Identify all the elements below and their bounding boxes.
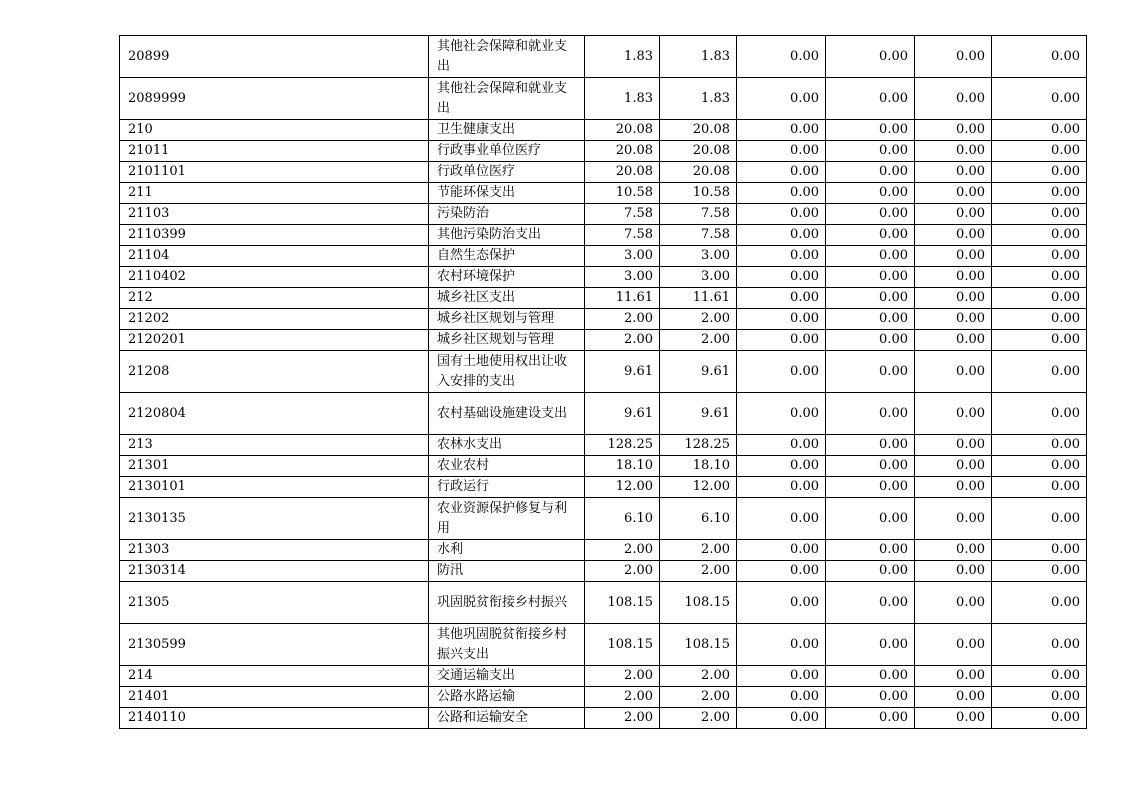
cell-amount-project: 0.00	[737, 456, 826, 477]
cell-amount-col-6: 0.00	[992, 141, 1087, 162]
cell-amount-project: 0.00	[737, 561, 826, 582]
table-row	[120, 120, 1087, 141]
cell-amount-col-5: 0.00	[915, 435, 992, 456]
cell-subject-name: 农林水支出	[429, 435, 585, 456]
cell-amount-col-5: 0.00	[915, 162, 992, 183]
cell-amount-col-4: 0.00	[826, 267, 915, 288]
cell-amount-col-4: 0.00	[826, 498, 915, 540]
cell-amount-project: 0.00	[737, 267, 826, 288]
cell-amount-col-4: 0.00	[826, 624, 915, 666]
cell-amount-col-4: 0.00	[826, 288, 915, 309]
cell-amount-col-5: 0.00	[915, 666, 992, 687]
cell-amount-project: 0.00	[737, 120, 826, 141]
cell-subject-name: 公路水路运输	[429, 687, 585, 708]
cell-amount-project: 0.00	[737, 78, 826, 120]
cell-amount-basic: 3.00	[660, 267, 737, 288]
cell-amount-col-6: 0.00	[992, 708, 1087, 729]
cell-amount-col-6: 0.00	[992, 36, 1087, 78]
cell-amount-col-5: 0.00	[915, 687, 992, 708]
cell-amount-col-6: 0.00	[992, 393, 1087, 435]
cell-amount-col-5: 0.00	[915, 582, 992, 624]
cell-subject-name: 城乡社区规划与管理	[429, 309, 585, 330]
cell-subject-name: 卫生健康支出	[429, 120, 585, 141]
cell-amount-total: 108.15	[585, 582, 660, 624]
cell-amount-project: 0.00	[737, 351, 826, 393]
table-row	[120, 246, 1087, 267]
cell-amount-col-4: 0.00	[826, 36, 915, 78]
cell-subject-code: 21305	[120, 582, 429, 624]
cell-amount-basic: 20.08	[660, 120, 737, 141]
cell-subject-code: 214	[120, 666, 429, 687]
cell-subject-name: 行政运行	[429, 477, 585, 498]
cell-amount-basic: 18.10	[660, 456, 737, 477]
cell-amount-col-4: 0.00	[826, 666, 915, 687]
cell-amount-col-5: 0.00	[915, 540, 992, 561]
cell-subject-code: 21401	[120, 687, 429, 708]
cell-amount-col-4: 0.00	[826, 183, 915, 204]
cell-amount-col-6: 0.00	[992, 435, 1087, 456]
cell-amount-basic: 7.58	[660, 204, 737, 225]
table-body	[120, 36, 1087, 729]
cell-subject-name: 其他污染防治支出	[429, 225, 585, 246]
cell-amount-col-6: 0.00	[992, 666, 1087, 687]
cell-amount-project: 0.00	[737, 687, 826, 708]
cell-amount-total: 1.83	[585, 36, 660, 78]
cell-amount-total: 20.08	[585, 120, 660, 141]
cell-amount-project: 0.00	[737, 183, 826, 204]
table-row	[120, 477, 1087, 498]
cell-subject-code: 2101101	[120, 162, 429, 183]
cell-amount-col-4: 0.00	[826, 225, 915, 246]
cell-amount-col-6: 0.00	[992, 330, 1087, 351]
cell-amount-col-6: 0.00	[992, 351, 1087, 393]
cell-amount-project: 0.00	[737, 288, 826, 309]
cell-amount-project: 0.00	[737, 225, 826, 246]
cell-amount-basic: 1.83	[660, 36, 737, 78]
cell-subject-code: 2120804	[120, 393, 429, 435]
cell-amount-col-6: 0.00	[992, 225, 1087, 246]
cell-amount-col-5: 0.00	[915, 351, 992, 393]
cell-amount-basic: 1.83	[660, 78, 737, 120]
cell-amount-total: 9.61	[585, 393, 660, 435]
cell-amount-basic: 9.61	[660, 351, 737, 393]
table-row	[120, 330, 1087, 351]
cell-subject-name: 节能环保支出	[429, 183, 585, 204]
cell-subject-name: 城乡社区规划与管理	[429, 330, 585, 351]
cell-amount-col-5: 0.00	[915, 309, 992, 330]
cell-amount-total: 6.10	[585, 498, 660, 540]
cell-amount-col-6: 0.00	[992, 267, 1087, 288]
cell-amount-col-6: 0.00	[992, 498, 1087, 540]
cell-amount-col-6: 0.00	[992, 561, 1087, 582]
cell-subject-name: 农村环境保护	[429, 267, 585, 288]
cell-amount-col-4: 0.00	[826, 309, 915, 330]
cell-amount-basic: 2.00	[660, 540, 737, 561]
cell-amount-project: 0.00	[737, 141, 826, 162]
cell-amount-project: 0.00	[737, 330, 826, 351]
cell-amount-col-5: 0.00	[915, 498, 992, 540]
cell-amount-col-4: 0.00	[826, 708, 915, 729]
cell-amount-col-4: 0.00	[826, 477, 915, 498]
cell-subject-name: 国有土地使用权出让收入安排的支出	[429, 351, 585, 393]
cell-amount-basic: 108.15	[660, 624, 737, 666]
cell-amount-col-4: 0.00	[826, 162, 915, 183]
cell-amount-basic: 2.00	[660, 561, 737, 582]
cell-amount-col-4: 0.00	[826, 435, 915, 456]
cell-amount-basic: 2.00	[660, 330, 737, 351]
cell-amount-col-5: 0.00	[915, 477, 992, 498]
table-row	[120, 162, 1087, 183]
cell-subject-code: 2120201	[120, 330, 429, 351]
cell-amount-col-6: 0.00	[992, 624, 1087, 666]
cell-subject-name: 行政事业单位医疗	[429, 141, 585, 162]
table-row	[120, 561, 1087, 582]
cell-subject-code: 21202	[120, 309, 429, 330]
cell-amount-col-5: 0.00	[915, 141, 992, 162]
cell-amount-basic: 12.00	[660, 477, 737, 498]
table-row	[120, 393, 1087, 435]
cell-amount-total: 3.00	[585, 246, 660, 267]
cell-amount-total: 18.10	[585, 456, 660, 477]
cell-amount-col-5: 0.00	[915, 708, 992, 729]
cell-amount-basic: 108.15	[660, 582, 737, 624]
cell-amount-col-4: 0.00	[826, 582, 915, 624]
cell-amount-col-5: 0.00	[915, 267, 992, 288]
cell-amount-basic: 20.08	[660, 162, 737, 183]
cell-amount-col-4: 0.00	[826, 540, 915, 561]
cell-subject-name: 其他巩固脱贫衔接乡村振兴支出	[429, 624, 585, 666]
cell-amount-col-6: 0.00	[992, 120, 1087, 141]
cell-subject-code: 21208	[120, 351, 429, 393]
cell-subject-name: 农业资源保护修复与利用	[429, 498, 585, 540]
cell-subject-code: 21011	[120, 141, 429, 162]
cell-subject-code: 2130314	[120, 561, 429, 582]
cell-subject-code: 20899	[120, 36, 429, 78]
cell-amount-col-6: 0.00	[992, 183, 1087, 204]
cell-amount-col-4: 0.00	[826, 561, 915, 582]
cell-subject-name: 防汛	[429, 561, 585, 582]
cell-amount-col-5: 0.00	[915, 330, 992, 351]
table-row	[120, 225, 1087, 246]
cell-amount-col-5: 0.00	[915, 225, 992, 246]
cell-amount-basic: 10.58	[660, 183, 737, 204]
cell-amount-basic: 2.00	[660, 309, 737, 330]
cell-amount-total: 128.25	[585, 435, 660, 456]
cell-amount-col-6: 0.00	[992, 288, 1087, 309]
table-row	[120, 498, 1087, 540]
cell-amount-basic: 6.10	[660, 498, 737, 540]
cell-amount-project: 0.00	[737, 309, 826, 330]
cell-amount-project: 0.00	[737, 477, 826, 498]
cell-amount-total: 2.00	[585, 309, 660, 330]
cell-subject-code: 21303	[120, 540, 429, 561]
cell-amount-col-4: 0.00	[826, 78, 915, 120]
table-row	[120, 624, 1087, 666]
cell-amount-col-6: 0.00	[992, 456, 1087, 477]
cell-amount-project: 0.00	[737, 36, 826, 78]
cell-subject-code: 21104	[120, 246, 429, 267]
table-row	[120, 141, 1087, 162]
cell-amount-basic: 11.61	[660, 288, 737, 309]
cell-subject-code: 2089999	[120, 78, 429, 120]
table-row	[120, 204, 1087, 225]
cell-subject-code: 2110399	[120, 225, 429, 246]
cell-amount-col-5: 0.00	[915, 78, 992, 120]
cell-amount-col-6: 0.00	[992, 204, 1087, 225]
table-row	[120, 351, 1087, 393]
cell-subject-name: 行政单位医疗	[429, 162, 585, 183]
budget-table	[119, 35, 1087, 729]
cell-subject-code: 21301	[120, 456, 429, 477]
cell-amount-basic: 7.58	[660, 225, 737, 246]
cell-amount-project: 0.00	[737, 582, 826, 624]
cell-subject-name: 其他社会保障和就业支出	[429, 36, 585, 78]
cell-amount-total: 2.00	[585, 561, 660, 582]
cell-amount-total: 1.83	[585, 78, 660, 120]
cell-subject-code: 2140110	[120, 708, 429, 729]
cell-subject-code: 21103	[120, 204, 429, 225]
cell-subject-name: 巩固脱贫衔接乡村振兴	[429, 582, 585, 624]
cell-amount-col-5: 0.00	[915, 288, 992, 309]
cell-amount-col-5: 0.00	[915, 456, 992, 477]
cell-amount-total: 2.00	[585, 330, 660, 351]
cell-amount-col-6: 0.00	[992, 309, 1087, 330]
cell-amount-project: 0.00	[737, 162, 826, 183]
table-row	[120, 435, 1087, 456]
cell-subject-name: 城乡社区支出	[429, 288, 585, 309]
cell-subject-name: 农村基础设施建设支出	[429, 393, 585, 435]
table-row	[120, 183, 1087, 204]
table-row	[120, 708, 1087, 729]
cell-subject-name: 水利	[429, 540, 585, 561]
cell-amount-col-4: 0.00	[826, 456, 915, 477]
cell-amount-col-6: 0.00	[992, 78, 1087, 120]
cell-subject-code: 2130599	[120, 624, 429, 666]
cell-amount-basic: 9.61	[660, 393, 737, 435]
cell-amount-col-5: 0.00	[915, 246, 992, 267]
table-row	[120, 666, 1087, 687]
cell-amount-col-6: 0.00	[992, 687, 1087, 708]
table-row	[120, 267, 1087, 288]
cell-amount-project: 0.00	[737, 624, 826, 666]
cell-amount-total: 2.00	[585, 687, 660, 708]
cell-amount-col-5: 0.00	[915, 393, 992, 435]
cell-amount-col-4: 0.00	[826, 393, 915, 435]
cell-amount-basic: 2.00	[660, 687, 737, 708]
cell-amount-basic: 2.00	[660, 666, 737, 687]
cell-amount-col-5: 0.00	[915, 183, 992, 204]
cell-amount-project: 0.00	[737, 435, 826, 456]
cell-amount-col-4: 0.00	[826, 120, 915, 141]
cell-amount-col-5: 0.00	[915, 120, 992, 141]
cell-amount-col-6: 0.00	[992, 477, 1087, 498]
table-row	[120, 687, 1087, 708]
cell-subject-code: 211	[120, 183, 429, 204]
cell-amount-col-4: 0.00	[826, 351, 915, 393]
cell-amount-total: 9.61	[585, 351, 660, 393]
cell-amount-total: 11.61	[585, 288, 660, 309]
cell-amount-col-5: 0.00	[915, 204, 992, 225]
cell-amount-col-4: 0.00	[826, 246, 915, 267]
cell-amount-col-4: 0.00	[826, 330, 915, 351]
cell-amount-project: 0.00	[737, 204, 826, 225]
cell-amount-total: 2.00	[585, 666, 660, 687]
cell-subject-name: 农业农村	[429, 456, 585, 477]
cell-amount-project: 0.00	[737, 246, 826, 267]
cell-subject-code: 212	[120, 288, 429, 309]
cell-subject-name: 污染防治	[429, 204, 585, 225]
cell-amount-total: 2.00	[585, 708, 660, 729]
cell-amount-col-4: 0.00	[826, 204, 915, 225]
cell-amount-project: 0.00	[737, 540, 826, 561]
table-row	[120, 456, 1087, 477]
cell-amount-col-5: 0.00	[915, 624, 992, 666]
cell-subject-code: 210	[120, 120, 429, 141]
table-row	[120, 36, 1087, 78]
cell-subject-name: 自然生态保护	[429, 246, 585, 267]
cell-amount-total: 108.15	[585, 624, 660, 666]
cell-amount-project: 0.00	[737, 393, 826, 435]
cell-subject-name: 交通运输支出	[429, 666, 585, 687]
cell-amount-total: 10.58	[585, 183, 660, 204]
cell-subject-name: 公路和运输安全	[429, 708, 585, 729]
cell-amount-col-6: 0.00	[992, 162, 1087, 183]
cell-amount-basic: 3.00	[660, 246, 737, 267]
cell-amount-project: 0.00	[737, 498, 826, 540]
cell-amount-basic: 20.08	[660, 141, 737, 162]
cell-subject-name: 其他社会保障和就业支出	[429, 78, 585, 120]
table-row	[120, 78, 1087, 120]
cell-subject-code: 213	[120, 435, 429, 456]
cell-amount-total: 20.08	[585, 141, 660, 162]
cell-subject-code: 2130135	[120, 498, 429, 540]
cell-subject-code: 2130101	[120, 477, 429, 498]
cell-amount-col-5: 0.00	[915, 561, 992, 582]
cell-amount-col-4: 0.00	[826, 687, 915, 708]
cell-amount-col-6: 0.00	[992, 582, 1087, 624]
cell-amount-total: 12.00	[585, 477, 660, 498]
cell-amount-total: 7.58	[585, 225, 660, 246]
cell-amount-col-4: 0.00	[826, 141, 915, 162]
cell-amount-total: 3.00	[585, 267, 660, 288]
table-row	[120, 582, 1087, 624]
cell-amount-total: 20.08	[585, 162, 660, 183]
cell-amount-col-6: 0.00	[992, 246, 1087, 267]
cell-amount-total: 2.00	[585, 540, 660, 561]
cell-amount-basic: 128.25	[660, 435, 737, 456]
cell-amount-project: 0.00	[737, 666, 826, 687]
cell-amount-total: 7.58	[585, 204, 660, 225]
cell-amount-project: 0.00	[737, 708, 826, 729]
table-row	[120, 288, 1087, 309]
cell-amount-col-6: 0.00	[992, 540, 1087, 561]
cell-subject-code: 2110402	[120, 267, 429, 288]
table-row	[120, 540, 1087, 561]
cell-amount-basic: 2.00	[660, 708, 737, 729]
cell-amount-col-5: 0.00	[915, 36, 992, 78]
table-row	[120, 309, 1087, 330]
